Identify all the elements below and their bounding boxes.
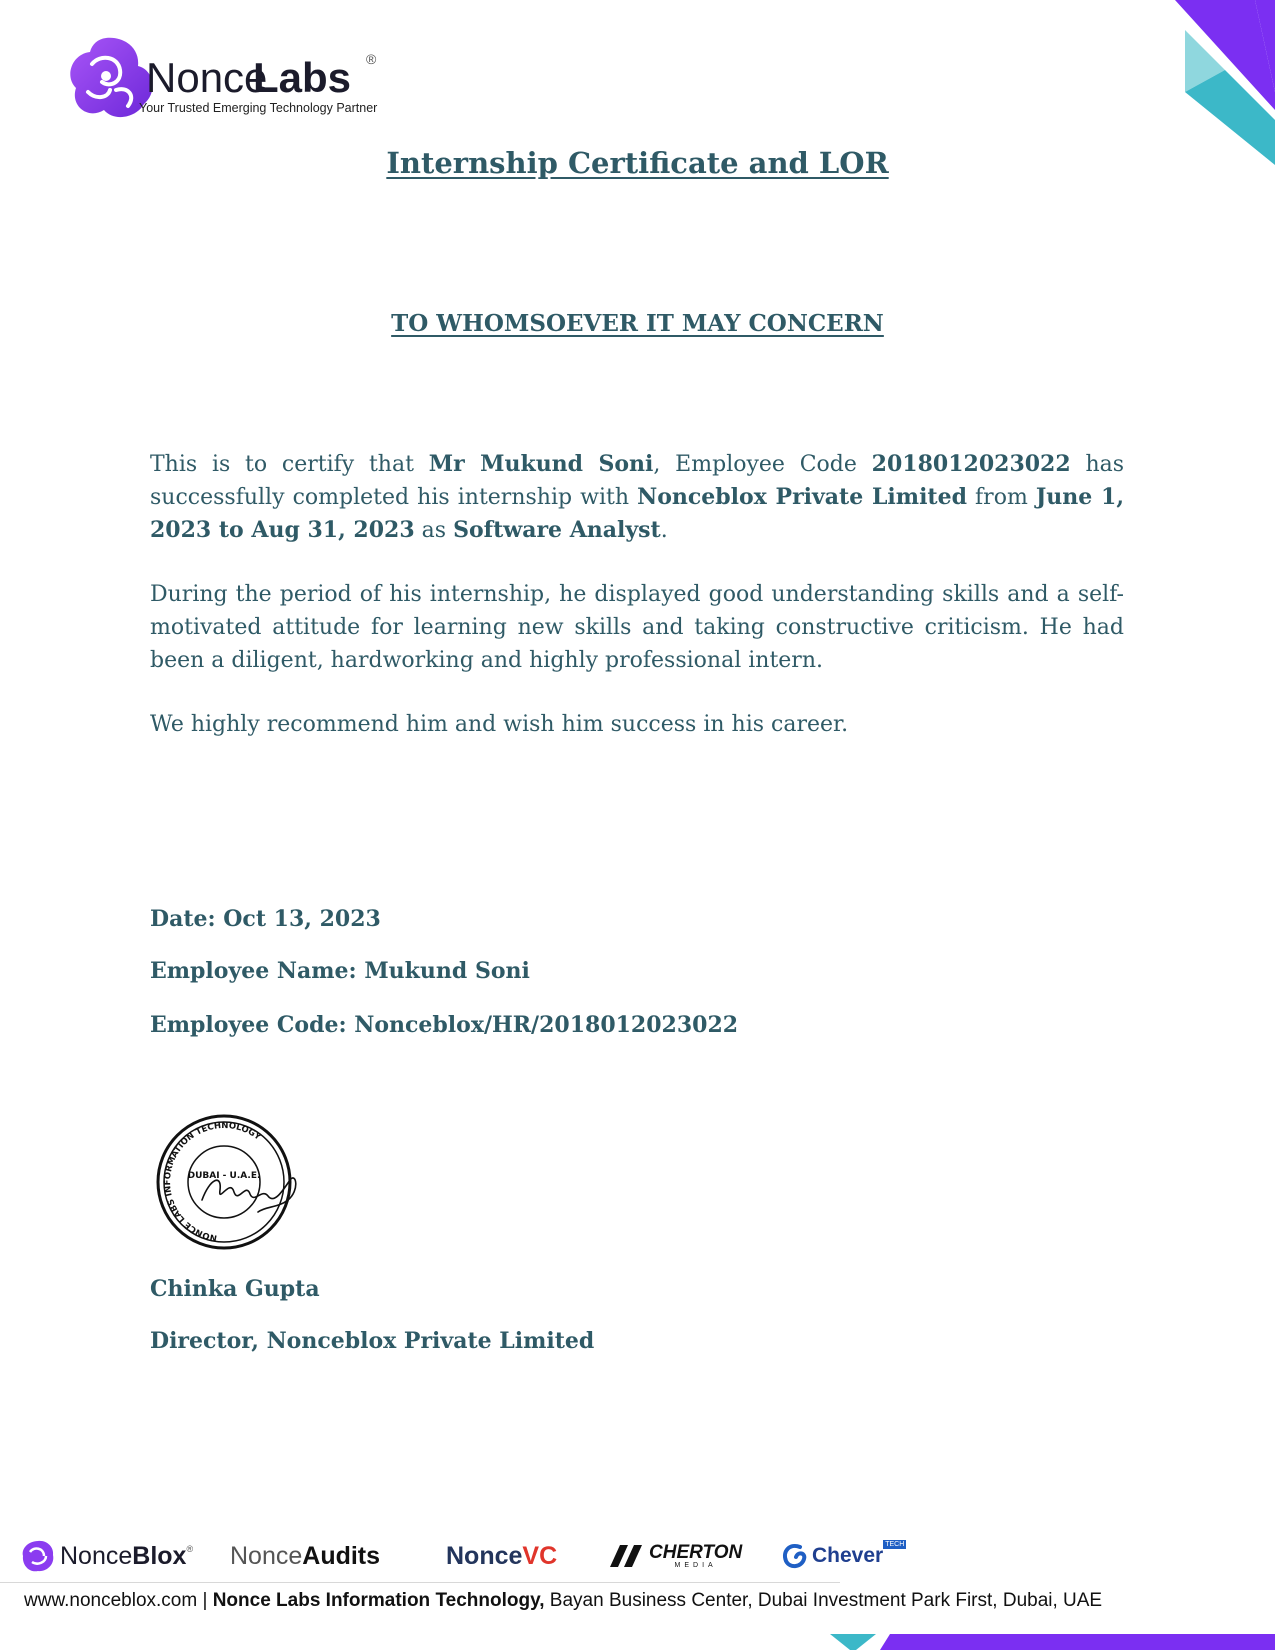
role: Software Analyst: [453, 517, 661, 543]
seal-ring-text: NONCE LABS INFORMATION TECHNOLOGY: [163, 1120, 263, 1243]
employee-code-field: Employee Code: Nonceblox/HR/2018012023022: [150, 1012, 739, 1038]
logo-name-light: Nonce: [146, 54, 268, 101]
footer-address: www.nonceblox.com | Nonce Labs Information Technology, Bayan Business Center, Dubai Investment Park First, Dubai, UAE: [24, 1590, 1103, 1611]
chever-swirl-icon: [780, 1541, 810, 1571]
bottom-decoration: [0, 1634, 1275, 1650]
signatory-title: Director, Nonceblox Private Limited: [150, 1328, 595, 1354]
registered-mark: ®: [366, 51, 377, 67]
company-name: Nonceblox Private Limited: [637, 484, 967, 510]
date-field: Date: Oct 13, 2023: [150, 906, 381, 932]
internship-period: June 1, 2023 to Aug 31, 2023: [150, 484, 1124, 543]
employee-name-field: Employee Name: Mukund Soni: [150, 958, 530, 984]
document-title: Internship Certificate and LOR: [386, 146, 889, 180]
signature: [202, 1178, 296, 1212]
performance-paragraph: During the period of his internship, he displayed good understanding skills and a self-motivated attitude for learning new skills and taking constructive criticism. He had been a diligent, hardworking and highly professional intern.: [150, 582, 1124, 673]
seal-center-text: DUBAI - U.A.E.: [187, 1171, 261, 1181]
company-seal: [150, 1108, 310, 1254]
employee-code: 2018012023022: [871, 451, 1071, 477]
logo-tagline: Your Trusted Emerging Technology Partner: [139, 101, 378, 115]
cherton-logo: CHERTON MEDIA: [608, 1536, 742, 1576]
noncevc-logo: Nonce VC: [446, 1541, 558, 1570]
signatory-name: Chinka Gupta: [150, 1276, 320, 1302]
corner-decoration: [1155, 0, 1275, 170]
certification-paragraph: This is to certify that Mr Mukund Soni, Employee Code 2018012023022 has successfully completed his internship with Nonceblox Private Limited from June 1, 2023 to Aug 31, 2023 as Software Analyst.: [150, 451, 1125, 543]
footer-divider: [0, 1582, 840, 1583]
logo-name-bold: Labs: [253, 54, 352, 101]
brand-logos: [20, 1536, 905, 1576]
noncelabs-logo: [66, 30, 406, 130]
nonceaudits-logo: Nonce Audits: [230, 1541, 381, 1570]
chever-logo: Chever TECH: [780, 1536, 906, 1576]
cherton-mark-icon: [608, 1543, 646, 1569]
nonceblox-knot-icon: [20, 1538, 56, 1574]
nonceblox-logo: Nonce Blox ®: [20, 1536, 193, 1576]
recommendation-paragraph: We highly recommend him and wish him success in his career.: [150, 712, 849, 737]
salutation: TO WHOMSOEVER IT MAY CONCERN: [391, 310, 884, 337]
website-link[interactable]: www.nonceblox.com: [24, 1590, 198, 1611]
intern-name: Mr Mukund Soni: [428, 451, 654, 477]
